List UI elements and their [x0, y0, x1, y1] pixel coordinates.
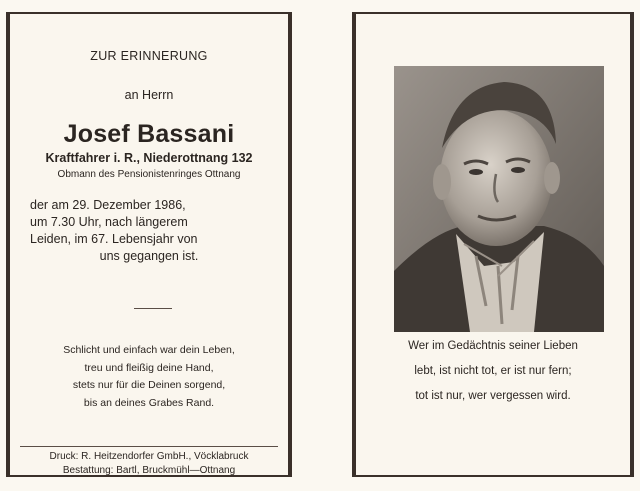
death-line: um 7.30 Uhr, nach längerem — [30, 215, 188, 229]
deceased-name: Josef Bassani — [63, 120, 235, 148]
death-line: der am 29. Dezember 1986, — [30, 198, 186, 212]
quote-line: Wer im Gedächtnis seiner Lieben — [408, 340, 578, 352]
portrait-photo — [394, 66, 604, 332]
poem-line: Schlicht und einfach war dein Leben, — [63, 344, 235, 356]
poem-line: stets nur für die Deinen sorgend, — [72, 379, 226, 391]
memorial-heading: ZUR ERINNERUNG — [90, 49, 208, 63]
memorial-card-left — [6, 12, 292, 477]
death-line: Leiden, im 67. Lebensjahr von — [30, 232, 198, 246]
memorial-quote — [356, 334, 630, 409]
printer-footer — [20, 446, 278, 478]
quote-line: tot ist nur, wer vergessen wird. — [415, 390, 571, 402]
poem-line: treu und fleißig deine Hand, — [84, 361, 214, 374]
club-role: Obmann des Pensionistenringes Ottnang — [57, 169, 241, 180]
an-herrn-text: an Herrn — [124, 88, 174, 102]
footer-line: Druck: R. Heitzendorfer GmbH., Vöcklabruck — [49, 451, 249, 462]
death-line: uns gegangen ist. — [99, 249, 199, 263]
right-frame-bar — [288, 12, 292, 477]
right-frame-bar — [630, 12, 634, 477]
portrait-photo-graphic — [394, 66, 604, 332]
quote-line: lebt, ist nicht tot, er ist nur fern; — [414, 365, 572, 377]
separator-line — [134, 308, 172, 309]
occupation-address: Kraftfahrer i. R., Niederottnang 132 — [45, 151, 253, 165]
memorial-card-right — [352, 12, 634, 477]
poem-line: bis an deines Grabes Rand. — [83, 396, 215, 409]
death-notice — [30, 197, 268, 265]
memorial-poem — [10, 342, 288, 412]
footer-line: Bestattung: Bartl, Bruckmühl—Ottnang — [62, 465, 236, 476]
